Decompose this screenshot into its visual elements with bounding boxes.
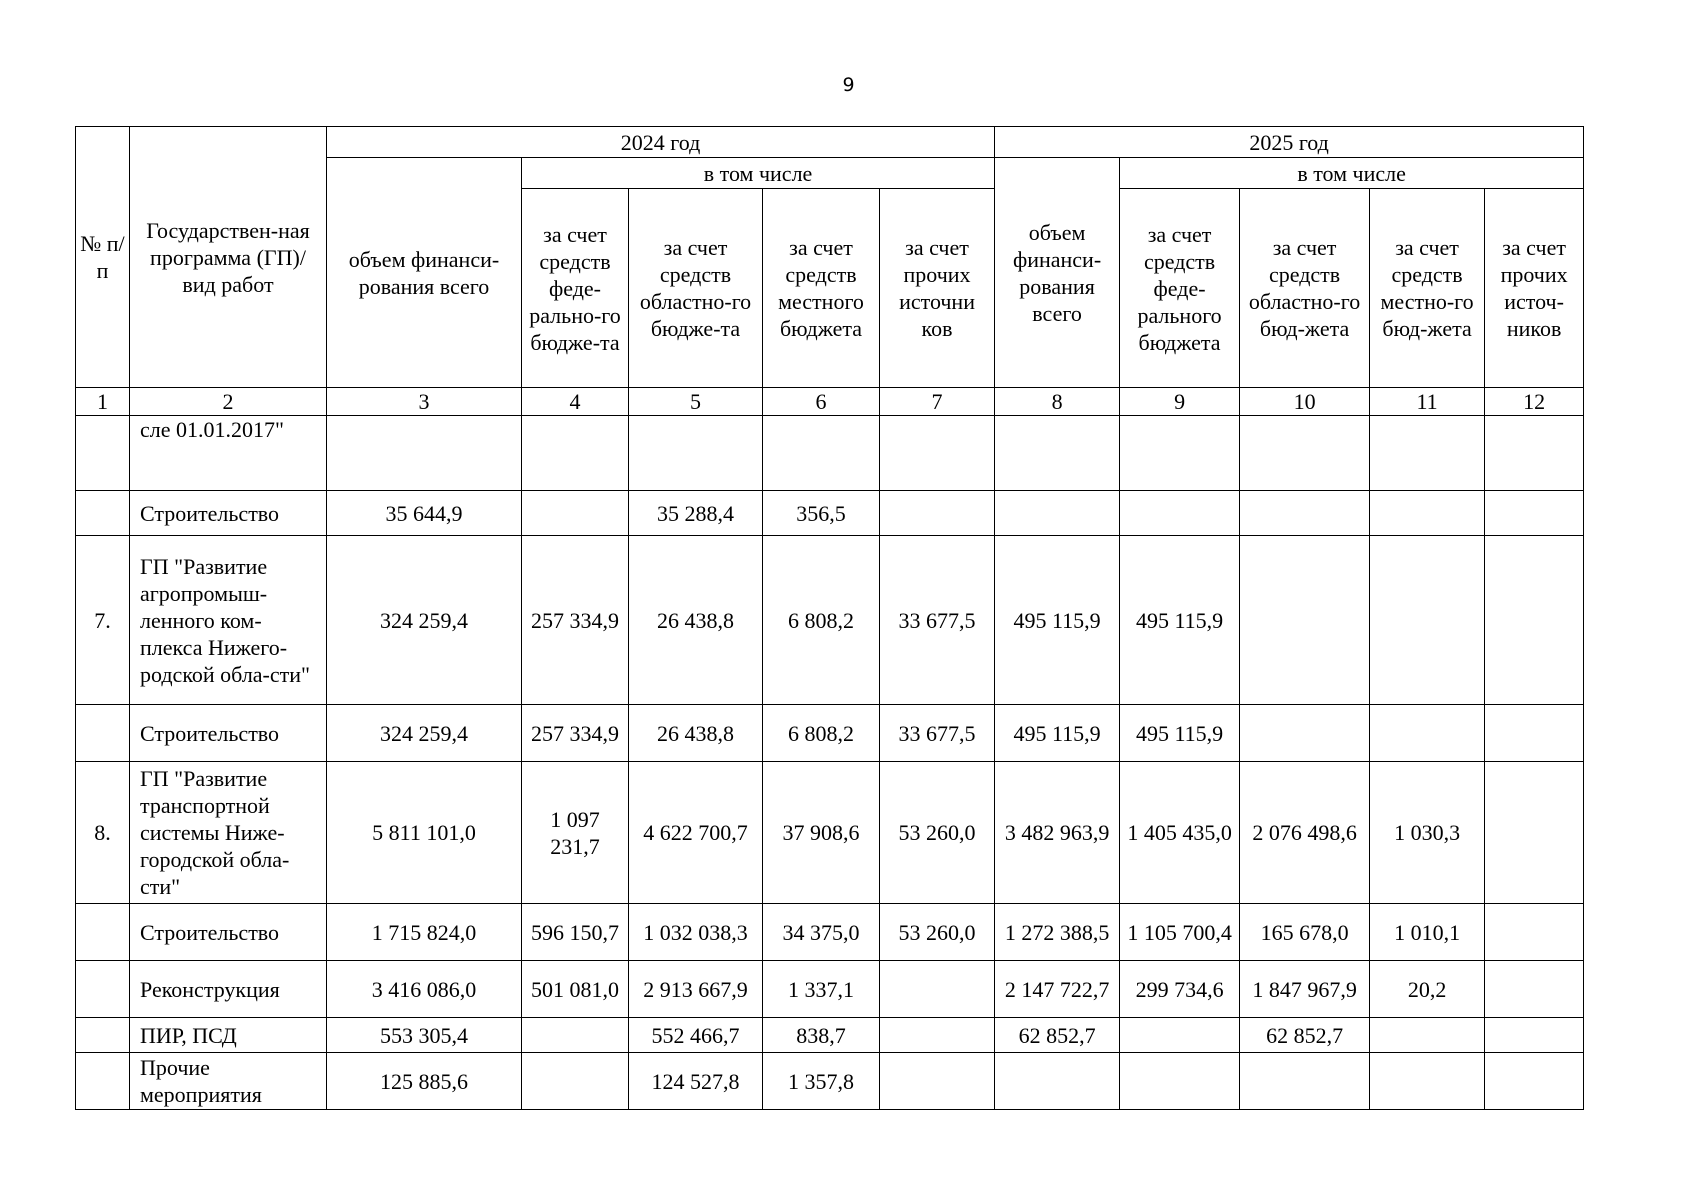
header-including-2025: в том числе [1120,158,1584,189]
header-col-3: объем финанси-рования всего [327,158,522,388]
header-row-years [76,127,1584,158]
cell-col-5: 124 527,8 [629,1053,763,1110]
row-name: Прочие мероприятия [130,1053,327,1110]
cell-col-5: 552 466,7 [629,1018,763,1053]
cell-col-6: 6 808,2 [763,705,880,762]
header-col-10: за счет средств областно-го бюд-жета [1240,189,1370,388]
financing-table [75,126,1584,1110]
row-name: Реконструкция [130,961,327,1018]
row-number [76,491,130,536]
cell-col-6: 1 337,1 [763,961,880,1018]
row-name: Строительство [130,705,327,762]
cell-col-8: 495 115,9 [995,705,1120,762]
cell-col-9: 1 405 435,0 [1120,762,1240,904]
row-name: Строительство [130,491,327,536]
row-name: ПИР, ПСД [130,1018,327,1053]
cell-col-8: 495 115,9 [995,536,1120,705]
column-number: 8 [995,388,1120,416]
row-name: сле 01.01.2017" [130,416,327,491]
column-number: 7 [880,388,995,416]
cell-col-4: 596 150,7 [522,904,629,961]
cell-col-4 [522,1018,629,1053]
cell-col-10: 62 852,7 [1240,1018,1370,1053]
cell-col-8 [995,1053,1120,1110]
column-number: 4 [522,388,629,416]
cell-col-4 [522,1053,629,1110]
cell-col-9 [1120,416,1240,491]
cell-col-9: 495 115,9 [1120,536,1240,705]
header-col-program: Государствен-ная программа (ГП)/ вид работ [130,127,327,388]
row-name: Строительство [130,904,327,961]
header-col-5: за счет средств областно-го бюдже-та [629,189,763,388]
header-year-2025: 2025 год [995,127,1584,158]
cell-col-9: 1 105 700,4 [1120,904,1240,961]
cell-col-6: 37 908,6 [763,762,880,904]
header-col-11: за счет средств местно-го бюд-жета [1370,189,1485,388]
table-row [76,705,1584,762]
column-number: 5 [629,388,763,416]
row-number: 8. [76,762,130,904]
cell-col-10 [1240,416,1370,491]
cell-col-8: 2 147 722,7 [995,961,1120,1018]
row-number [76,1053,130,1110]
cell-col-7: 53 260,0 [880,762,995,904]
cell-col-5 [629,416,763,491]
cell-col-5: 35 288,4 [629,491,763,536]
cell-col-11: 1 030,3 [1370,762,1485,904]
cell-col-8 [995,491,1120,536]
row-number [76,904,130,961]
cell-col-9 [1120,1053,1240,1110]
column-number: 6 [763,388,880,416]
cell-col-6: 6 808,2 [763,536,880,705]
cell-col-5: 26 438,8 [629,705,763,762]
cell-col-8: 3 482 963,9 [995,762,1120,904]
column-number: 11 [1370,388,1485,416]
cell-col-3: 553 305,4 [327,1018,522,1053]
cell-col-6: 838,7 [763,1018,880,1053]
table-row [76,961,1584,1018]
cell-col-9: 299 734,6 [1120,961,1240,1018]
table-row [76,762,1584,904]
cell-col-12 [1485,491,1584,536]
cell-col-7 [880,1018,995,1053]
cell-col-10 [1240,1053,1370,1110]
cell-col-12 [1485,1018,1584,1053]
header-col-4: за счет средств феде-рально-го бюдже-та [522,189,629,388]
cell-col-4: 501 081,0 [522,961,629,1018]
header-year-2024: 2024 год [327,127,995,158]
table-row [76,904,1584,961]
cell-col-10 [1240,491,1370,536]
cell-col-11: 20,2 [1370,961,1485,1018]
header-including-2024: в том числе [522,158,995,189]
header-col-12: за счет прочих источ-ников [1485,189,1584,388]
page-number: 9 [842,74,855,96]
row-number [76,705,130,762]
cell-col-7 [880,416,995,491]
cell-col-12 [1485,904,1584,961]
cell-col-11 [1370,416,1485,491]
row-number [76,416,130,491]
column-number: 2 [130,388,327,416]
cell-col-5: 4 622 700,7 [629,762,763,904]
cell-col-5: 2 913 667,9 [629,961,763,1018]
cell-col-9: 495 115,9 [1120,705,1240,762]
cell-col-10: 1 847 967,9 [1240,961,1370,1018]
cell-col-11: 1 010,1 [1370,904,1485,961]
table-row [76,416,1584,491]
cell-col-4: 1 097 231,7 [522,762,629,904]
header-col-6: за счет средств местного бюджета [763,189,880,388]
header-col-no: № п/п [76,127,130,388]
cell-col-3: 35 644,9 [327,491,522,536]
cell-col-12 [1485,416,1584,491]
header-col-7: за счет прочих источни ков [880,189,995,388]
cell-col-8: 62 852,7 [995,1018,1120,1053]
cell-col-8: 1 272 388,5 [995,904,1120,961]
header-col-8: объем финанси-рования всего [995,158,1120,388]
cell-col-9 [1120,491,1240,536]
cell-col-10: 165 678,0 [1240,904,1370,961]
cell-col-10 [1240,705,1370,762]
cell-col-4: 257 334,9 [522,536,629,705]
column-number: 1 [76,388,130,416]
cell-col-3 [327,416,522,491]
cell-col-6: 356,5 [763,491,880,536]
cell-col-7 [880,1053,995,1110]
cell-col-11 [1370,536,1485,705]
header-col-9: за счет средств феде-рального бюджета [1120,189,1240,388]
cell-col-4 [522,416,629,491]
table-row [76,1053,1584,1110]
cell-col-6: 1 357,8 [763,1053,880,1110]
table-row [76,1018,1584,1053]
cell-col-10: 2 076 498,6 [1240,762,1370,904]
cell-col-3: 5 811 101,0 [327,762,522,904]
cell-col-3: 3 416 086,0 [327,961,522,1018]
cell-col-3: 324 259,4 [327,705,522,762]
cell-col-6 [763,416,880,491]
cell-col-5: 26 438,8 [629,536,763,705]
row-name: ГП "Развитие транспортной системы Ниже-городской обла-сти" [130,762,327,904]
cell-col-12 [1485,536,1584,705]
cell-col-7: 33 677,5 [880,705,995,762]
cell-col-11 [1370,1053,1485,1110]
cell-col-11 [1370,1018,1485,1053]
column-number: 9 [1120,388,1240,416]
cell-col-12 [1485,762,1584,904]
header-row-numbers [76,388,1584,416]
cell-col-12 [1485,961,1584,1018]
cell-col-3: 125 885,6 [327,1053,522,1110]
row-number [76,1018,130,1053]
cell-col-3: 1 715 824,0 [327,904,522,961]
column-number: 12 [1485,388,1584,416]
cell-col-11 [1370,705,1485,762]
column-number: 10 [1240,388,1370,416]
cell-col-7 [880,961,995,1018]
column-number: 3 [327,388,522,416]
cell-col-7: 33 677,5 [880,536,995,705]
cell-col-12 [1485,705,1584,762]
cell-col-7 [880,491,995,536]
cell-col-3: 324 259,4 [327,536,522,705]
row-name: ГП "Развитие агропромыш-ленного ком-плекса Нижего-родской обла-сти" [130,536,327,705]
row-number [76,961,130,1018]
table-row [76,536,1584,705]
row-number: 7. [76,536,130,705]
table-row [76,491,1584,536]
cell-col-6: 34 375,0 [763,904,880,961]
cell-col-4: 257 334,9 [522,705,629,762]
cell-col-9 [1120,1018,1240,1053]
cell-col-7: 53 260,0 [880,904,995,961]
cell-col-12 [1485,1053,1584,1110]
cell-col-5: 1 032 038,3 [629,904,763,961]
cell-col-11 [1370,491,1485,536]
cell-col-8 [995,416,1120,491]
cell-col-4 [522,491,629,536]
cell-col-10 [1240,536,1370,705]
